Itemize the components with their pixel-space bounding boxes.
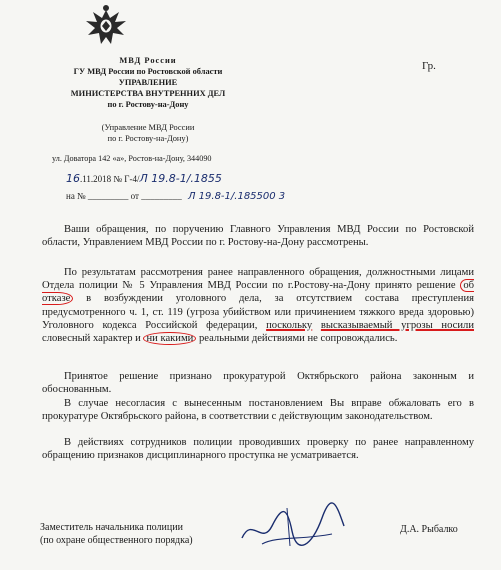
reference-line: [66, 191, 286, 202]
address: ул. Доватора 142 «а», Ростов-на-Дону, 344090: [52, 154, 212, 163]
highlight-underlined: поскольку: [266, 319, 313, 331]
text-run: реальными действиями не сопровождались.: [196, 333, 398, 345]
org-line: по г. Ростову-на-Дону): [107, 134, 189, 143]
mvd-emblem-icon: [84, 4, 128, 50]
org-line: ГУ МВД России по Ростовской области: [73, 67, 223, 76]
reference-text: на № _________ от _________: [66, 191, 182, 201]
signatory-name: Д.А. Рыбалко: [400, 524, 458, 535]
recipient: Гр.: [422, 60, 436, 72]
org-line: (Управление МВД России: [101, 123, 195, 132]
handwritten-number: Л 19.8-1/.185500 3: [187, 191, 286, 202]
signatory-position: [40, 521, 193, 547]
text-run: в возбуждении уголовного дела, за отсутствием состава преступления предусмотренного ч. 1, ст. 119 (угроза убийством или причинением тяжкого вреда здоровью) Уголовного кодекса Российской федерации,: [42, 293, 474, 331]
org-line: по г. Ростову-на-Дону: [107, 100, 189, 109]
text-run: [312, 320, 321, 331]
paragraph-4: В случае несогласия с вынесенным постановлением Вы вправе обжаловать его в прокуратуре Октябрьского района, в соответствии с действующим законодательством.: [42, 398, 474, 423]
date-line: [66, 172, 222, 185]
highlight-underlined: высказываемый угрозы носили: [320, 319, 474, 331]
text-run: словесный характер и: [42, 333, 144, 345]
position-line: (по охране общественного порядка): [40, 535, 193, 546]
handwritten-signature: [232, 496, 352, 556]
paragraph-1: Ваши обращения, по поручению Главного Управления МВД России по Ростовской области, Управлением МВД России по г. Ростову-на-Дону рассмотрены.: [42, 224, 474, 249]
text-run: По результатам рассмотрения ранее направленного обращения, должностными лицами Отдела полиции № 5 Управления МВД России по г.Ростову-на-Дону принято решение: [42, 267, 474, 292]
org-line: МВД России: [119, 56, 177, 65]
handwritten-day: 16: [66, 172, 80, 185]
paragraph-5: В действиях сотрудников полиции проводивших проверку по ранее направленному обращению признаков дисциплинарного проступка не усматривается.: [42, 437, 474, 462]
handwritten-ref: Л 19.8-1/.1855: [139, 172, 222, 185]
highlight-circled: ни какими: [143, 332, 196, 345]
paragraph-2: [42, 266, 474, 345]
date-value: .11.2018 № Г-4/: [80, 174, 140, 184]
paragraph-3: Принятое решение признано прокуратурой Октябрьского района законным и обоснованным.: [42, 371, 474, 396]
org-line: УПРАВЛЕНИЕ: [118, 78, 178, 87]
highlight-circled: об отказе: [42, 280, 474, 305]
position-line: Заместитель начальника полиции: [40, 522, 183, 533]
org-line: МИНИСТЕРСТВА ВНУТРЕННИХ ДЕЛ: [70, 89, 226, 98]
